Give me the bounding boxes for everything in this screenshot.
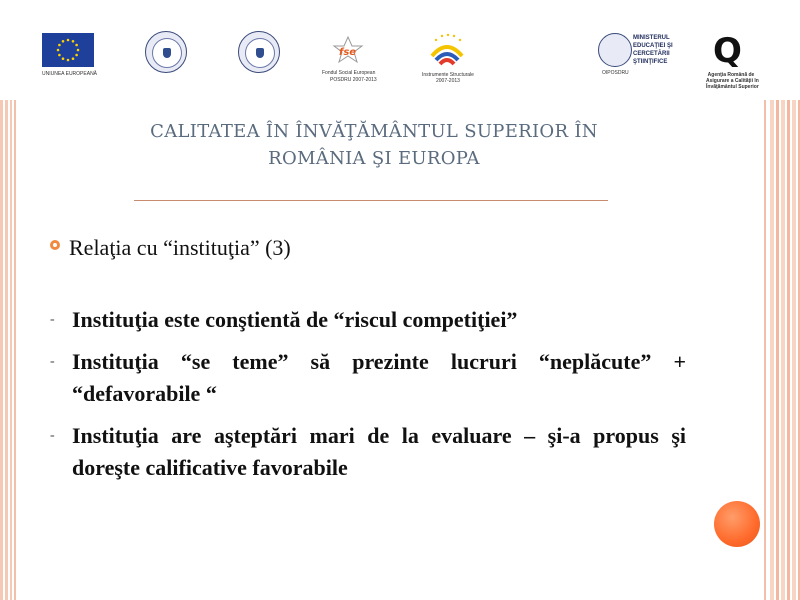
right-stripe-decoration [770, 100, 800, 600]
eu-caption: UNIUNEA EUROPEANĂ [42, 71, 98, 77]
list-item [50, 420, 690, 484]
instrumente-caption-line2: 2007-2013 [436, 78, 460, 84]
ministry-name [633, 34, 673, 66]
aracis-caption-line2: Asigurare a Calităţii în [706, 78, 759, 84]
ministry-caption: OIPOSDRU [602, 70, 629, 76]
slide-title [96, 118, 652, 172]
ministry-line3: CERCETĂRII [633, 51, 670, 57]
list-item-text: Instituţia are aşteptări mari de la evaluare – şi-a propus şi doreşte calificative favorabile [72, 423, 686, 480]
slide-title-line1: CALITATEA ÎN ÎNVĂŢĂMÂNTUL SUPERIOR ÎN [150, 121, 598, 142]
aracis-q-logo [710, 30, 750, 70]
dash-bullet-icon: - [50, 312, 55, 327]
dash-list [50, 304, 690, 484]
left-frame-line [14, 100, 16, 600]
list-item-text: Instituţia “se teme” să prezinte lucruri “neplăcute” + “defavorabile “ [72, 349, 686, 406]
aracis-caption [706, 72, 759, 90]
logo-strip [0, 0, 800, 100]
dash-bullet-icon: - [50, 428, 55, 443]
title-divider [134, 200, 608, 201]
government-seal-logo [238, 31, 280, 73]
right-frame-line [764, 100, 766, 600]
slide-title-line2: ROMÂNIA ŞI EUROPA [268, 148, 480, 169]
fse-logo [330, 36, 366, 64]
top-bullet-text: Relaţia cu “instituţia” (3) [69, 235, 291, 260]
list-item [50, 346, 690, 410]
fse-caption-line1: Fondul Social European [322, 70, 376, 76]
left-stripe-decoration [0, 100, 12, 600]
slide-content [50, 234, 690, 494]
ministry-line2: EDUCAŢIEI ŞI [633, 43, 673, 49]
fse-caption-line2: POSDRU 2007-2013 [330, 77, 377, 83]
eu-flag-logo [42, 33, 94, 67]
instrumente-caption-line1: Instrumente Structurale [422, 72, 474, 78]
aracis-letter: Q [713, 31, 742, 70]
ring-bullet-icon [50, 240, 60, 250]
romanian-coat-of-arms-logo [145, 31, 187, 73]
list-item-text: Instituţia este conştientă de “riscul competiţiei” [72, 307, 518, 332]
list-item [50, 304, 690, 336]
ministry-line1: MINISTERUL [633, 35, 670, 41]
ministry-line4: ŞTIINŢIFICE [633, 59, 668, 65]
orange-circle-decoration [714, 501, 760, 547]
aracis-caption-line1: Agenţia Română de [707, 72, 755, 78]
fse-logo-text: fse [339, 47, 357, 58]
top-bullet [50, 234, 690, 262]
aracis-caption-line3: Învăţământul Superior [706, 84, 759, 90]
instrumente-structurale-logo [428, 32, 466, 66]
ministry-seal-logo [598, 33, 632, 67]
dash-bullet-icon: - [50, 354, 55, 369]
